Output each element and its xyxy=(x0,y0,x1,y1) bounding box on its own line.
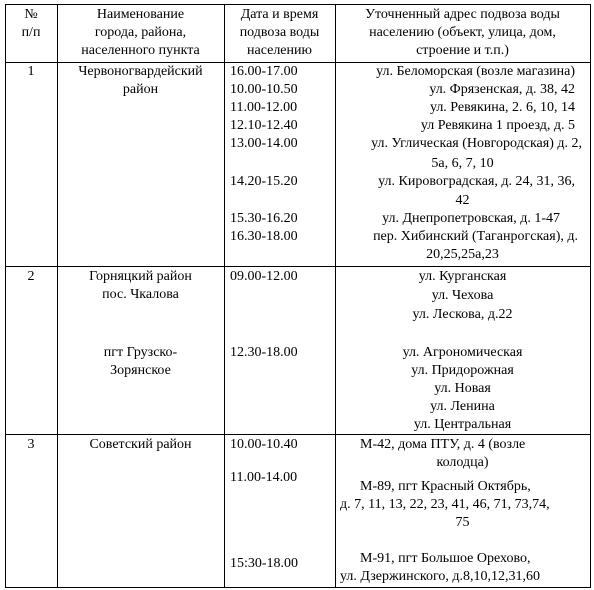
header-name-line-2: города, района, xyxy=(94,25,187,40)
row-2-address-4: ул. Агрономическая xyxy=(402,345,523,360)
row-1-time-6: 14.20-15.20 xyxy=(230,174,298,189)
row-1-address-5: ул. Углическая (Новгородская) д. 2, xyxy=(371,136,582,151)
row-2-name-line-2: пос. Чкалова xyxy=(102,287,179,302)
row-1-time-8: 16.30-18.00 xyxy=(230,229,298,244)
row-1-time-5: 13.00-14.00 xyxy=(230,136,298,151)
header-num-line-2: п/п xyxy=(21,25,41,40)
row-1-address-8: 42 xyxy=(455,193,470,208)
row-3-address-3: М-89, пгт Красный Октябрь, xyxy=(360,479,531,494)
header-name-line-1: Наименование xyxy=(96,7,185,22)
row-2-address-5: ул. Придорожная xyxy=(411,363,514,378)
row-1-time-7: 15.30-16.20 xyxy=(230,211,298,226)
row-3-address-6: М-91, пгт Большое Орехово, xyxy=(360,551,531,566)
row-3-num: 3 xyxy=(27,437,35,452)
row-2-address-8: ул. Центральная xyxy=(413,417,512,432)
row-1-address-7: ул. Кировоградская, д. 24, 31, 36, xyxy=(378,174,575,189)
header-time-line-3: населению xyxy=(247,43,312,58)
row-2-address-3: ул. Лескова, д.22 xyxy=(412,307,513,322)
column-divider-2 xyxy=(224,4,225,588)
table-border-left xyxy=(5,4,6,588)
row-3-time-1: 10.00-10.40 xyxy=(230,437,298,452)
table-border-right xyxy=(590,4,591,588)
row-3-time-3: 15:30-18.00 xyxy=(230,556,299,571)
header-address-line-3: строение и т.п.) xyxy=(416,43,509,58)
row-1-time-1: 16.00-17.00 xyxy=(230,64,298,79)
row-1-address-6: 5а, 6, 7, 10 xyxy=(431,156,494,171)
row-1-address-11: 20,25,25а,23 xyxy=(426,247,499,262)
header-time-line-1: Дата и время xyxy=(240,7,319,22)
row-1-time-2: 10.00-10.50 xyxy=(230,82,298,97)
row-2-address-1: ул. Курганская xyxy=(418,269,507,284)
row-2-num: 2 xyxy=(27,269,35,284)
header-name-line-3: населенного пункта xyxy=(81,43,200,58)
table-border-bottom xyxy=(5,587,591,588)
row-divider-1 xyxy=(5,266,591,267)
row-2-name2-line-2: Зорянское xyxy=(110,363,171,378)
row-2-time-1: 09.00-12.00 xyxy=(230,269,298,284)
row-1-name-line-1: Червоногвардейский xyxy=(78,64,203,79)
row-1-address-4: ул Ревякина 1 проезд, д. 5 xyxy=(420,118,575,133)
row-3-time-2: 11.00-14.00 xyxy=(230,470,298,485)
row-3-address-1: М-42, дома ПТУ, д. 4 (возле xyxy=(360,437,526,452)
row-1-address-9: ул. Днепропетровская, д. 1-47 xyxy=(382,211,560,226)
row-3-address-2: колодца) xyxy=(436,455,489,470)
row-1-name-line-2: район xyxy=(122,82,159,97)
row-3-name-line-1: Советский район xyxy=(89,437,192,452)
row-3-address-5: 75 xyxy=(455,515,470,530)
row-1-time-3: 11.00-12.00 xyxy=(230,100,298,115)
row-3-address-7: ул. Дзержинского, д.8,10,12,31,60 xyxy=(340,569,540,584)
header-address-line-2: населению (объект, улица, дом, xyxy=(369,25,556,40)
table-border-top xyxy=(5,4,591,5)
row-1-address-2: ул. Фрязенская, д. 38, 42 xyxy=(429,82,575,97)
row-1-num: 1 xyxy=(27,64,35,79)
row-2-time-2: 12.30-18.00 xyxy=(230,345,298,360)
row-3-address-4: д. 7, 11, 13, 22, 23, 41, 46, 71, 73,74, xyxy=(340,497,550,512)
row-1-address-10: пер. Хибинский (Таганрогская), д. xyxy=(373,229,578,244)
header-num-line-1: № xyxy=(24,7,38,22)
row-2-address-2: ул. Чехова xyxy=(431,288,494,303)
row-2-address-6: ул. Новая xyxy=(434,381,491,396)
row-2-name-line-1: Горняцкий район xyxy=(89,269,192,284)
row-2-address-7: ул. Ленина xyxy=(430,399,495,414)
header-time-line-2: подвоза воды xyxy=(239,25,320,40)
row-divider-2 xyxy=(5,434,591,435)
row-1-address-3: ул. Ревякина, 2. 6, 10, 14 xyxy=(429,100,575,115)
row-1-time-4: 12.10-12.40 xyxy=(230,118,298,133)
row-1-address-1: ул. Беломорская (возле магазина) xyxy=(376,64,575,79)
row-2-name2-line-1: пгт Грузско- xyxy=(103,345,178,360)
header-address-line-1: Уточненный адрес подвоза воды xyxy=(365,7,560,22)
